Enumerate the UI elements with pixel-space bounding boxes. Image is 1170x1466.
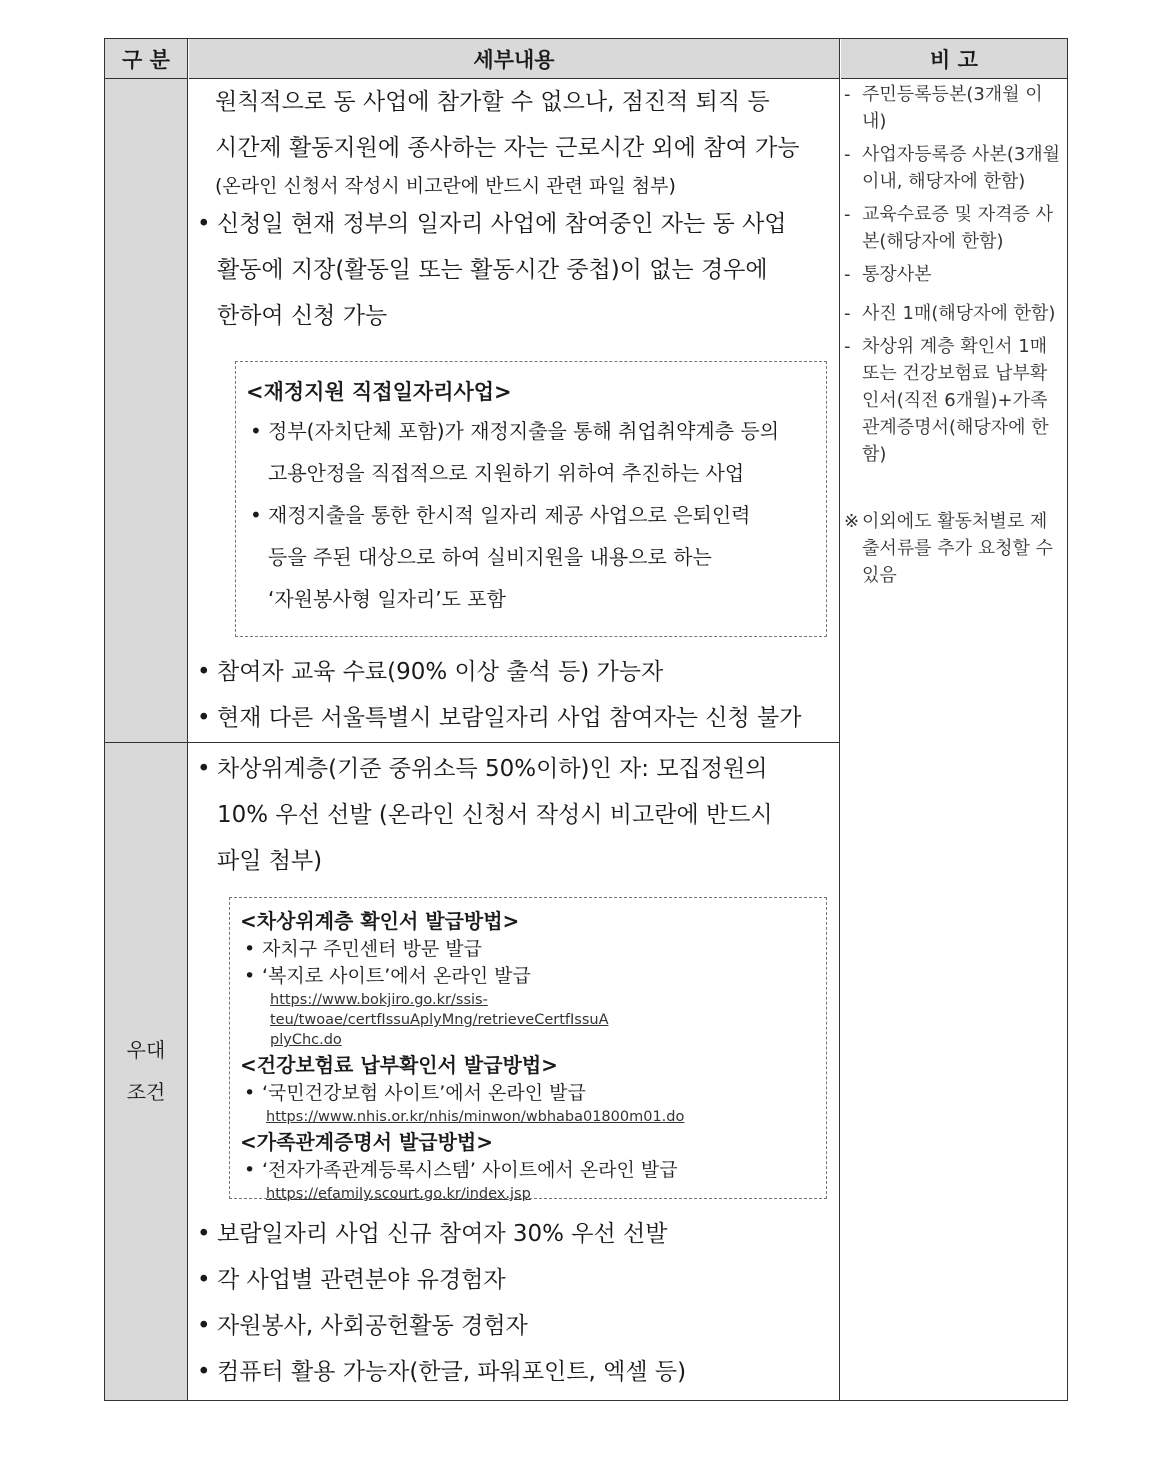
remark-text: 주민등록등본(3개월 이내) — [862, 84, 1043, 132]
remark-item — [842, 141, 1062, 195]
list-item — [246, 494, 814, 620]
list-item: • 현재 다른 서울특별시 보람일자리 사업 참여자는 신청 불가 — [189, 695, 837, 741]
dash-marker: - — [844, 84, 851, 105]
box-subtitle: <건강보험료 납부확인서 발급방법> — [240, 1053, 558, 1077]
dash-marker: - — [844, 303, 851, 324]
list-item: • ‘국민건강보험 사이트’에서 온라인 발급 — [240, 1080, 816, 1107]
text-line: 파일 첨부) — [217, 848, 323, 874]
list-item: • 참여자 교육 수료(90% 이상 출석 등) 가능자 — [189, 649, 837, 695]
bokjiro-link[interactable]: https://www.bokjiro.go.kr/ssis-teu/twoae/certfIssuAplyMng/retrieveCertfIssuA — [270, 992, 609, 1028]
box-subtitle: <가족관계증명서 발급방법> — [240, 1130, 493, 1154]
text-line: 한하여 신청 가능 — [217, 303, 388, 329]
remark-item — [842, 81, 1062, 135]
dash-marker: - — [844, 336, 851, 357]
eligibility-section-cont — [189, 649, 837, 741]
list-item — [189, 201, 837, 339]
column-divider — [839, 39, 840, 1400]
list-item: • ‘복지로 사이트’에서 온라인 발급 — [240, 963, 816, 990]
nhis-link[interactable]: https://www.nhis.or.kr/nhis/minwon/wbhaba01800m01.do — [266, 1109, 685, 1125]
list-item: • 자원봉사, 사회공헌활동 경험자 — [189, 1303, 837, 1349]
text-line: 10% 우선 선발 (온라인 신청서 작성시 비고란에 반드시 — [217, 802, 773, 828]
category-column — [105, 79, 187, 1400]
text-line: • 신청일 현재 정부의 일자리 사업에 참여중인 자는 동 사업 — [217, 211, 787, 237]
list-item: • 보람일자리 사업 신규 참여자 30% 우선 선발 — [189, 1211, 837, 1257]
text-line: • 재정지출을 통한 한시적 일자리 제공 사업으로 은퇴인력 — [268, 503, 751, 527]
remark-item — [842, 261, 1062, 288]
reference-mark: ※ — [844, 511, 860, 532]
preference-section — [189, 746, 837, 884]
row-divider — [105, 742, 839, 743]
list-item: • 자치구 주민센터 방문 발급 — [240, 936, 816, 963]
text-line: 활동에 지장(활동일 또는 활동시간 중첩)이 없는 경우에 — [217, 257, 768, 283]
text-line: (온라인 신청서 작성시 비고란에 반드시 관련 파일 첨부) — [215, 175, 676, 197]
box-subtitle: <차상위계층 확인서 발급방법> — [240, 909, 520, 933]
list-item: • ‘전자가족관계등록시스템’ 사이트에서 온라인 발급 — [240, 1157, 816, 1184]
text-line: 등을 주된 대상으로 하여 실비지원을 내용으로 하는 — [268, 545, 712, 569]
text-line: • 차상위계층(기준 중위소득 50%이하)인 자: 모집정원의 — [217, 756, 768, 782]
direct-job-info-box — [235, 361, 827, 637]
text-line: ‘자원봉사형 일자리’도 포함 — [268, 587, 506, 611]
box-title: <재정지원 직접일자리사업> — [246, 380, 512, 404]
remark-item — [842, 333, 1062, 468]
remark-item — [842, 201, 1062, 255]
text-line: 고용안정을 직접적으로 지원하기 위하여 추진하는 사업 — [268, 461, 745, 485]
certificate-info-box — [229, 897, 827, 1202]
list-item — [246, 410, 814, 494]
requirements-table — [104, 38, 1068, 1401]
efamily-link[interactable]: https://efamily.scourt.go.kr/index.jsp — [266, 1186, 531, 1202]
list-item — [189, 746, 837, 884]
text-line: • 정부(자치단체 포함)가 재정지출을 통해 취업취약계층 등의 — [268, 419, 780, 443]
column-divider — [187, 39, 188, 1400]
remark-text: 교육수료증 및 자격증 사본(해당자에 한함) — [862, 204, 1054, 252]
text-line: 시간제 활동지원에 종사하는 자는 근로시간 외에 참여 가능 — [215, 135, 800, 161]
remark-text: 이외에도 활동처별로 제출서류를 추가 요청할 수 있음 — [862, 511, 1054, 586]
text-line: 원칙적으로 동 사업에 참가할 수 없으나, 점진적 퇴직 등 — [215, 89, 770, 115]
header-details: 세부내용 — [189, 39, 839, 79]
bokjiro-link-cont[interactable]: plyChc.do — [270, 1032, 342, 1048]
category-label-line1: 우대 — [126, 1038, 166, 1062]
remark-note — [842, 508, 1062, 589]
remark-text: 사업자등록증 사본(3개월 이내, 해당자에 한함) — [862, 144, 1061, 192]
remarks-column — [842, 81, 1062, 595]
dash-marker: - — [844, 264, 851, 285]
header-remarks: 비 고 — [841, 39, 1067, 79]
remark-text: 사진 1매(해당자에 한함) — [862, 303, 1056, 324]
eligibility-section — [189, 79, 837, 339]
dash-marker: - — [844, 204, 851, 225]
remark-item — [842, 300, 1062, 327]
header-category: 구 분 — [105, 39, 187, 79]
dash-marker: - — [844, 144, 851, 165]
remark-text: 차상위 계층 확인서 1매 또는 건강보험료 납부확인서(직전 6개월)+가족관계증명서(해당자에 한함) — [862, 336, 1049, 465]
preference-section-cont — [189, 1211, 837, 1395]
remark-text: 통장사본 — [862, 264, 932, 285]
list-item: • 컴퓨터 활용 가능자(한글, 파워포인트, 엑셀 등) — [189, 1349, 837, 1395]
list-item: • 각 사업별 관련분야 유경험자 — [189, 1257, 837, 1303]
category-label-line2: 조건 — [126, 1080, 166, 1104]
